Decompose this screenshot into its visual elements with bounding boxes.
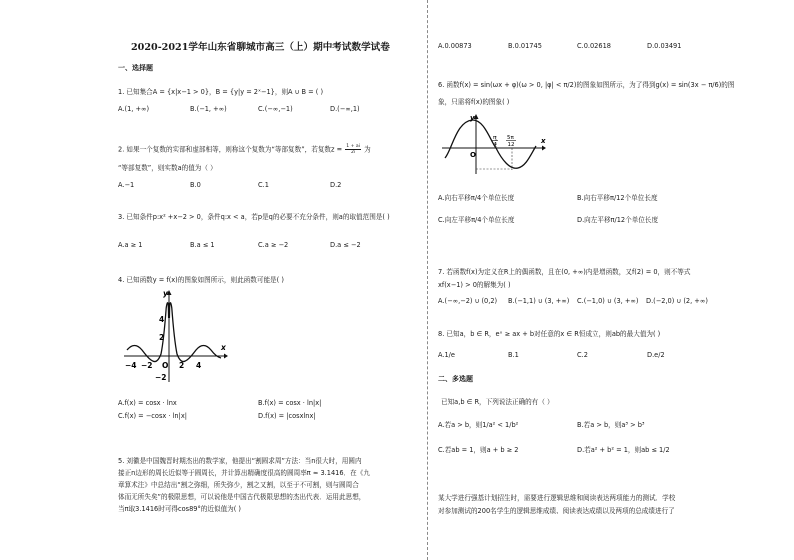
question-5-line-4: 体而无所失矣”的极限思想，可以说他是中国古代极限思想的杰出代表．运用此思想， <box>118 493 366 501</box>
q4-tick-x-neg4: −4 <box>125 361 137 370</box>
q6-option-c[interactable]: C.向左平移π/4个单位长度 <box>438 216 515 224</box>
question-2-stem-line1 <box>118 144 371 155</box>
question-6-stem-line2: 象，只需将f(x)的图象( ) <box>438 98 510 106</box>
q1-option-a[interactable]: A.(1, +∞) <box>118 105 150 113</box>
q6-tick-pi-over-4-den: 4 <box>493 142 497 148</box>
q4-x-axis-arrow <box>224 354 228 359</box>
question-3-stem: 3. 已知条件p:x² +x−2 > 0，条件q:x < a，若p是q的必要不充分条件，则a的取值范围是( ) <box>118 213 390 221</box>
q5-option-a[interactable]: A.0.00873 <box>438 42 472 50</box>
q6-x-axis-label: x <box>541 137 546 145</box>
question-7-stem-line2: xf(x−1) > 0的解集为( ) <box>438 281 511 289</box>
q4-origin-label: O <box>162 361 169 370</box>
q6-origin-label: O <box>470 151 476 159</box>
q2-fraction <box>345 144 361 155</box>
question-8-stem: 8. 已知a，b ∈ R，eˣ ≥ ax + b对任意的x ∈ R恒成立，则ab的最大值为( ) <box>438 330 661 338</box>
q5-option-d[interactable]: D.0.03491 <box>647 42 682 50</box>
q6-option-d[interactable]: D.向左平移π/12个单位长度 <box>577 216 659 224</box>
q4-option-d[interactable]: D.f(x) = |cosxlnx| <box>258 412 316 420</box>
q2-stem-text: 2. 如果一个复数的实部和虚部相等，则称这个复数为“等部复数”，若复数z = <box>118 145 345 154</box>
q4-y-axis-label: y <box>163 289 168 298</box>
q2-option-c[interactable]: C.1 <box>258 181 269 189</box>
section-heading-choice: 一、选择题 <box>118 64 153 72</box>
question-5-line-3: 章算术注》中总结出“割之弥细，所失弥少，割之又割，以至于不可割，则与圆周合 <box>118 481 359 489</box>
exam-title: 2020-2021学年山东省聊城市高三（上）期中考试数学试卷 <box>131 42 390 53</box>
q4-tick-y-2: 2 <box>159 333 165 342</box>
q3-option-b[interactable]: B.a ≤ 1 <box>190 241 215 249</box>
q6-function-graph <box>440 112 550 176</box>
q6-curve <box>445 120 536 168</box>
q1-option-d[interactable]: D.(−∞,1) <box>330 105 360 113</box>
q5-option-b[interactable]: B.0.01745 <box>508 42 542 50</box>
q2-option-a[interactable]: A.−1 <box>118 181 135 189</box>
q9-option-c[interactable]: C.若ab = 1，则a + b ≥ 2 <box>438 446 519 454</box>
q9-option-b[interactable]: B.若a > b，则a³ > b³ <box>577 421 645 429</box>
q2-option-b[interactable]: B.0 <box>190 181 201 189</box>
q4-x-axis-label: x <box>221 343 226 352</box>
question-5-line-5: 当π取3.1416时可得cos89°的近似值为( ) <box>118 505 242 513</box>
q4-tick-y-neg2: −2 <box>155 373 167 382</box>
q6-tick-5pi-over-12-den: 12 <box>507 142 515 148</box>
question-7-stem-line1: 7. 若函数f(x)为定义在R上的偶函数，且在(0, +∞)内是增函数，又f(2) = 0，则不等式 <box>438 268 691 276</box>
column-divider <box>427 0 428 560</box>
q9-option-d[interactable]: D.若a² + b² = 1，则ab ≤ 1/2 <box>577 446 670 454</box>
q1-option-c[interactable]: C.(−∞,−1) <box>258 105 293 113</box>
q8-option-d[interactable]: D.e/2 <box>647 351 665 359</box>
q4-tick-y-4: 4 <box>159 315 165 324</box>
q8-option-b[interactable]: B.1 <box>508 351 519 359</box>
q2-stem-end: 为 <box>362 145 371 154</box>
question-6-stem-line1: 6. 函数f(x) = sin(ωx + φ)(ω > 0, |φ| < π/2)的图象如图所示，为了得到g(x) = sin(3x − π/6)的图 <box>438 81 735 89</box>
section-heading-multi: 二、多选题 <box>438 375 473 383</box>
q3-option-c[interactable]: C.a ≥ −2 <box>258 241 289 249</box>
q2-option-d[interactable]: D.2 <box>330 181 342 189</box>
q1-option-b[interactable]: B.(−1, +∞) <box>190 105 227 113</box>
question-5-line-2: 接正n边形的周长近似等于圆周长，并计算出精确度很高的圆周率π ≈ 3.1416．在《九 <box>118 469 370 477</box>
q4-option-c[interactable]: C.f(x) = −cosx · ln|x| <box>118 412 187 420</box>
q4-option-b[interactable]: B.f(x) = cosx · ln|x| <box>258 399 322 407</box>
q7-option-b[interactable]: B.(−1,1) ∪ (3, +∞) <box>508 297 570 305</box>
q4-option-a[interactable]: A.f(x) = cosx · lnx <box>118 399 177 407</box>
q5-option-c[interactable]: C.0.02618 <box>577 42 611 50</box>
question-1-stem: 1. 已知集合A = {x|x−1 > 0}，B = {y|y = 2ˣ−1}，则A ∪ B = ( ) <box>118 88 324 96</box>
q6-tick-pi-over-4-num: π <box>493 135 497 141</box>
q6-y-axis-label: y <box>470 114 475 122</box>
q8-option-c[interactable]: C.2 <box>577 351 588 359</box>
q7-option-d[interactable]: D.(−2,0) ∪ (2, +∞) <box>646 297 708 305</box>
question-4-stem: 4. 已知函数y = f(x)的图象如图所示，则此函数可能是( ) <box>118 276 284 284</box>
q3-option-d[interactable]: D.a ≤ −2 <box>330 241 361 249</box>
question-2-stem-line2: “等部复数”，则实数a的值为（ ） <box>118 164 217 172</box>
q4-tick-x-2: 2 <box>179 361 185 370</box>
q7-option-a[interactable]: A.(−∞,−2) ∪ (0,2) <box>438 297 498 305</box>
question-5-line-1: 5. 刘徽是中国魏晋时期杰出的数学家，他提出“割圆求周”方法：当n很大时，用圆内 <box>118 457 362 465</box>
question-9-stem: 已知a,b ∈ R，下列说法正确的有（ ） <box>441 398 554 406</box>
q6-option-a[interactable]: A.向右平移π/4个单位长度 <box>438 194 515 202</box>
q6-tick-5pi-over-12-num: 5π <box>507 135 514 141</box>
q7-option-c[interactable]: C.(−1,0) ∪ (3, +∞) <box>577 297 639 305</box>
q4-function-graph <box>122 288 228 384</box>
question-10-line-1: 某大学进行强基计划招生时，需要进行逻辑思维和阅读表达两项能力的测试．学校 <box>438 494 676 502</box>
q4-curve <box>127 303 221 362</box>
q2-fraction-numerator: 1 + ai <box>346 144 361 149</box>
question-10-line-2: 对参加测试的200名学生的逻辑思维成绩、阅读表达成绩以及两项的总成绩进行了 <box>438 507 675 515</box>
q6-x-axis-arrow <box>542 146 546 151</box>
q9-option-a[interactable]: A.若a > b，则1/a² < 1/b² <box>438 421 519 429</box>
q6-option-b[interactable]: B.向右平移π/12个单位长度 <box>577 194 658 202</box>
q4-tick-x-4: 4 <box>196 361 202 370</box>
q2-fraction-denominator: 2i <box>351 150 356 155</box>
q3-option-a[interactable]: A.a ≥ 1 <box>118 241 143 249</box>
q8-option-a[interactable]: A.1/e <box>438 351 455 359</box>
q4-tick-x-neg2: −2 <box>141 361 153 370</box>
